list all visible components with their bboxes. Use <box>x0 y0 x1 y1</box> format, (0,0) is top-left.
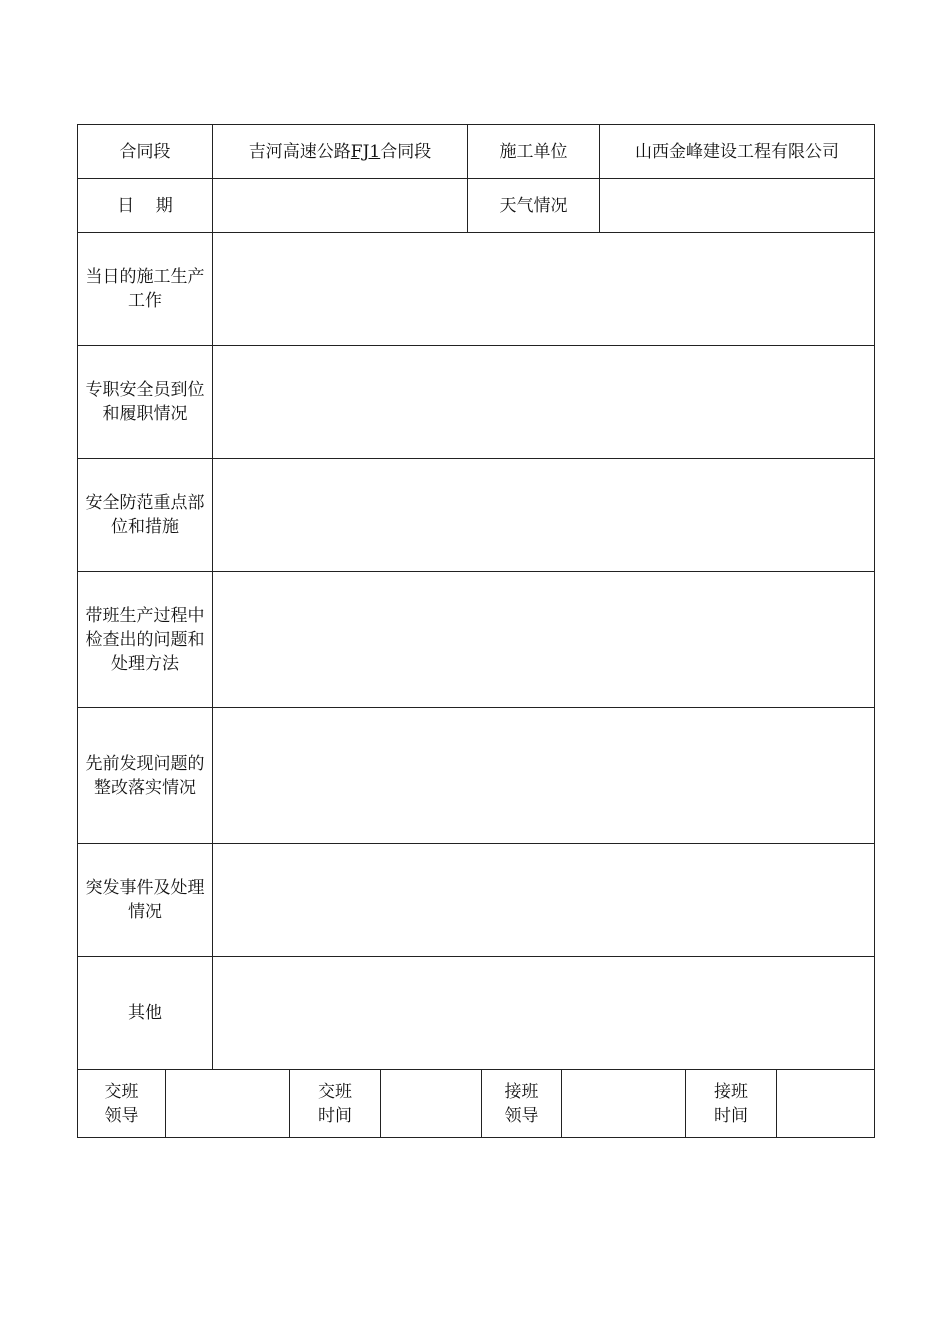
section-field-daily-work[interactable] <box>213 233 875 346</box>
contractor-label: 施工单位 <box>468 125 600 179</box>
section-field-safety-officer[interactable] <box>213 346 875 459</box>
takeover-time-label: 接班时间 <box>686 1070 777 1138</box>
shift-log-table <box>77 124 875 1070</box>
section-label-issues-found: 带班生产过程中检查出的问题和处理方法 <box>78 572 213 708</box>
weather-label: 天气情况 <box>468 179 600 233</box>
section-row <box>78 708 875 844</box>
section-row <box>78 459 875 572</box>
header-row-contract <box>78 125 875 179</box>
takeover-leader-field[interactable] <box>562 1070 686 1138</box>
contract-section-prefix: 吉河高速公路 <box>248 141 351 162</box>
section-field-other[interactable] <box>213 957 875 1070</box>
contract-section-label: 合同段 <box>78 125 213 179</box>
section-label-safety-officer: 专职安全员到位和履职情况 <box>78 346 213 459</box>
handover-time-field[interactable] <box>381 1070 482 1138</box>
contract-section-value <box>213 125 468 179</box>
section-field-safety-measures[interactable] <box>213 459 875 572</box>
section-label-emergencies: 突发事件及处理情况 <box>78 844 213 957</box>
section-row <box>78 233 875 346</box>
section-row <box>78 957 875 1070</box>
section-label-other: 其他 <box>78 957 213 1070</box>
shift-log-form <box>77 124 874 1138</box>
date-label: 日 期 <box>78 179 213 233</box>
contract-section-suffix: 合同段 <box>380 141 432 162</box>
section-label-rectification: 先前发现问题的整改落实情况 <box>78 708 213 844</box>
handover-leader-field[interactable] <box>166 1070 290 1138</box>
date-field[interactable] <box>213 179 468 233</box>
section-field-emergencies[interactable] <box>213 844 875 957</box>
takeover-time-field[interactable] <box>777 1070 875 1138</box>
handover-row <box>78 1070 875 1138</box>
section-label-safety-measures: 安全防范重点部位和措施 <box>78 459 213 572</box>
section-label-daily-work: 当日的施工生产工作 <box>78 233 213 346</box>
section-row <box>78 346 875 459</box>
handover-leader-label: 交班领导 <box>78 1070 166 1138</box>
section-row <box>78 844 875 957</box>
header-row-date <box>78 179 875 233</box>
takeover-leader-label: 接班领导 <box>482 1070 562 1138</box>
section-field-issues-found[interactable] <box>213 572 875 708</box>
weather-field[interactable] <box>600 179 875 233</box>
handover-time-label: 交班时间 <box>290 1070 381 1138</box>
contract-section-code: FJ1 <box>350 141 381 162</box>
section-row <box>78 572 875 708</box>
contractor-value: 山西金峰建设工程有限公司 <box>600 125 875 179</box>
handover-table <box>77 1069 875 1138</box>
section-field-rectification[interactable] <box>213 708 875 844</box>
